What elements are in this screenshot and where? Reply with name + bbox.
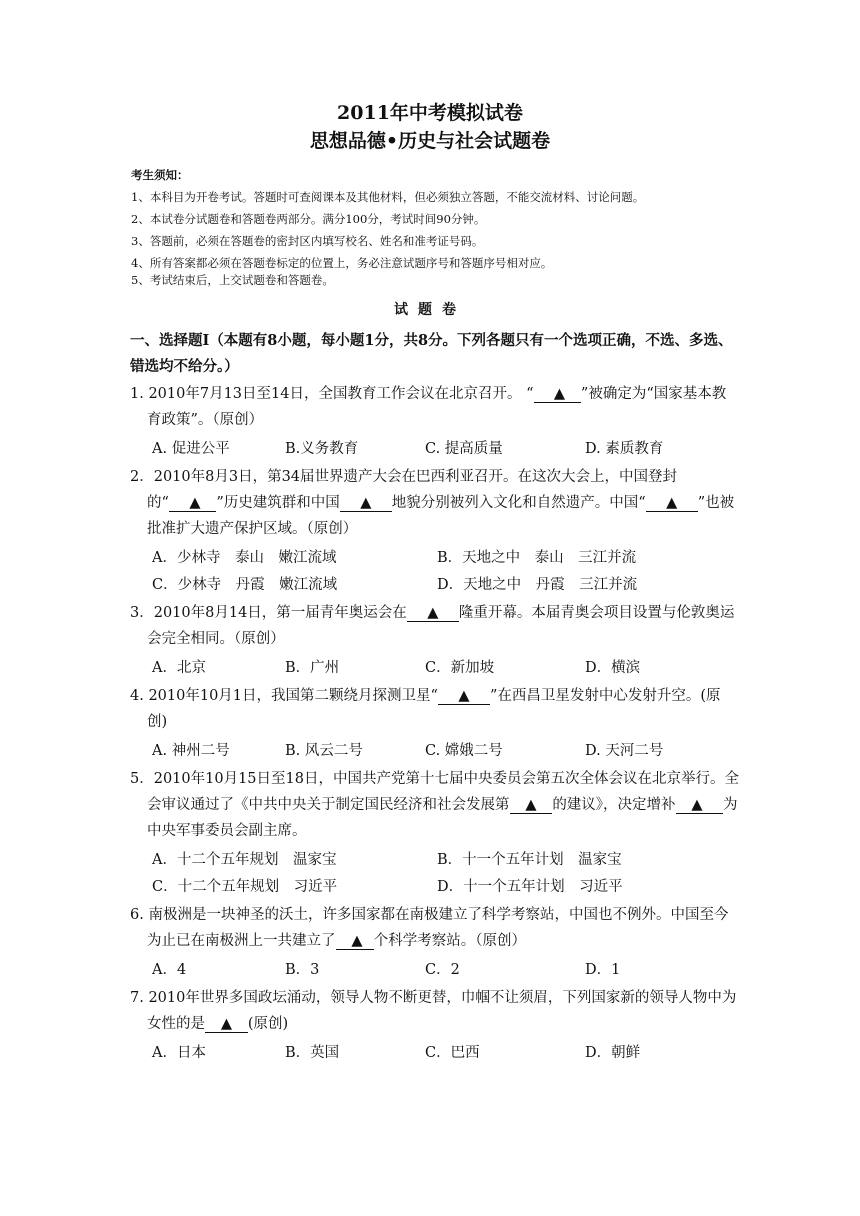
- answer-option: D. 素质教育: [585, 441, 664, 457]
- answer-option: C. 嫦娥二号: [425, 743, 503, 759]
- option-row: [130, 573, 740, 597]
- answer-option: B．广州: [285, 660, 340, 676]
- answer-option: D．十一个五年计划 习近平: [437, 879, 623, 895]
- question-item: [130, 902, 740, 982]
- instructions-heading: 考生须知：: [131, 168, 189, 182]
- question-stem: 2．2010年8月3日，第34届世界遗产大会在巴西利亚召开。在这次大会上，中国登封的“ ▲ ”历史建筑群和中国 ▲ 地貌分别被列入文化和自然遗产。中国“ ▲ ”也被批准扩大遗产保护区域。（原创）: [130, 469, 735, 537]
- question-stem: 1. 2010年7月13日至14日，全国教育工作会议在北京召开。 “ ▲ ”被确定为“国家基本教育政策”。（原创）: [130, 386, 727, 428]
- part-title: 一、选择题Ⅰ（本题有8小题，每小题1分，共8分。下列各题只有一个选项正确，不选、多选、错选均不给分。）: [130, 332, 733, 375]
- instruction-item: 2、本试卷分试题卷和答题卷两部分。满分100分，考试时间90分钟。: [131, 212, 486, 226]
- option-row: [130, 958, 740, 982]
- question-stem: 4. 2010年10月1日，我国第二颗绕月探测卫星“ ▲ ”在西昌卫星发射中心发射升空。(原创): [130, 688, 721, 730]
- instruction-item: 5、考试结束后，上交试题卷和答题卷。: [131, 273, 334, 287]
- question-list: [130, 381, 740, 1068]
- answer-option: A．4: [152, 962, 187, 978]
- answer-option: B.义务教育: [285, 441, 359, 457]
- answer-option: B. 风云二号: [285, 743, 363, 759]
- answer-option: D．天地之中 丹霞 三江并流: [437, 577, 638, 593]
- answer-option: A．北京: [152, 660, 206, 676]
- answer-option: D. 天河二号: [585, 743, 664, 759]
- answer-option: C．十二个五年规划 习近平: [152, 879, 338, 895]
- answer-option: D．朝鲜: [585, 1045, 641, 1061]
- option-row: [130, 437, 740, 461]
- option-row: [130, 848, 740, 872]
- answer-option: D．横滨: [585, 660, 641, 676]
- question-item: [130, 766, 740, 899]
- question-item: [130, 683, 740, 763]
- option-row: [130, 1041, 740, 1065]
- question-item: [130, 464, 740, 597]
- question-stem: 5．2010年10月15日至18日，中国共产党第十七届中央委员会第五次全体会议在北京举行。全会审议通过了《中共中央关于制定国民经济和社会发展第 ▲ 的建议》，决定增补 ▲ 为中央军事委员会副主席。: [130, 771, 739, 839]
- answer-option: B．十一个五年计划 温家宝: [437, 852, 622, 868]
- answer-option: B．英国: [285, 1045, 340, 1061]
- answer-option: A．少林寺 泰山 嫩江流域: [152, 550, 337, 566]
- option-row: [130, 656, 740, 680]
- question-stem: 6. 南极洲是一块神圣的沃土，许多国家都在南极建立了科学考察站，中国也不例外。中国至今为止已在南极洲上一共建立了 ▲ 个科学考察站。（原创）: [130, 907, 729, 949]
- instruction-item: 4、所有答案都必须在答题卷标定的位置上，务必注意试题序号和答题序号相对应。: [131, 256, 553, 270]
- question-item: [130, 985, 740, 1065]
- answer-option: C．巴西: [425, 1045, 480, 1061]
- exam-subtitle: 思想品德•历史与社会试题卷: [309, 130, 551, 152]
- question-stem: 3．2010年8月14日，第一届青年奥运会在 ▲ 隆重开幕。本届青奥会项目设置与伦敦奥运会完全相同。（原创）: [130, 605, 735, 647]
- question-stem: 7. 2010年世界多国政坛涌动，领导人物不断更替，巾帼不让须眉，下列国家新的领导人物中为女性的是 ▲ (原创): [130, 990, 737, 1032]
- exam-title: 2011年中考模拟试卷: [337, 102, 523, 124]
- question-item: [130, 381, 740, 461]
- question-item: [130, 600, 740, 680]
- option-row: [130, 546, 740, 570]
- answer-option: A. 促进公平: [152, 441, 230, 457]
- exam-instructions: [131, 164, 771, 291]
- answer-option: C．2: [425, 962, 460, 978]
- answer-option: D．1: [585, 962, 621, 978]
- answer-option: A．十二个五年规划 温家宝: [152, 852, 337, 868]
- answer-option: C．新加坡: [425, 660, 495, 676]
- instruction-item: 1、本科目为开卷考试。答题时可查阅课本及其他材料，但必须独立答题，不能交流材料、讨论问题。: [131, 190, 645, 204]
- answer-option: B．3: [285, 962, 320, 978]
- answer-option: B．天地之中 泰山 三江并流: [437, 550, 637, 566]
- answer-option: A．日本: [152, 1045, 206, 1061]
- section-title: 试题卷: [394, 302, 466, 318]
- option-row: [130, 875, 740, 899]
- option-row: [130, 739, 740, 763]
- instruction-item: 3、答题前，必须在答题卷的密封区内填写校名、姓名和准考证号码。: [131, 234, 484, 248]
- answer-option: C．少林寺 丹霞 嫩江流域: [152, 577, 338, 593]
- answer-option: A. 神州二号: [152, 743, 230, 759]
- answer-option: C. 提高质量: [425, 441, 503, 457]
